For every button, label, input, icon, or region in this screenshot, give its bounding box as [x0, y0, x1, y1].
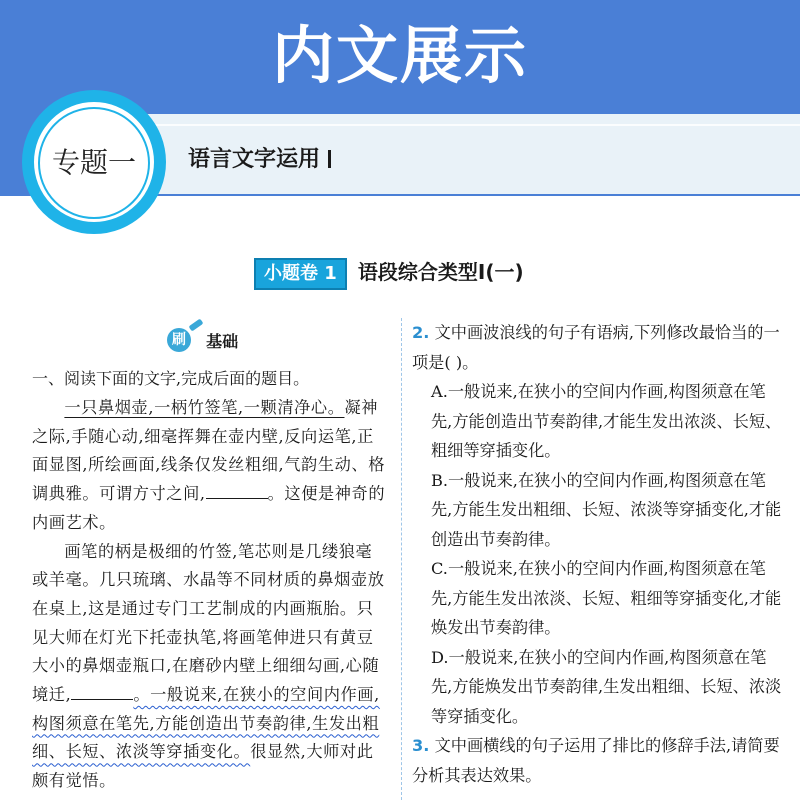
- reading-passage: [32, 394, 387, 796]
- passage-text: 很显然,大师对此颇有觉悟。: [32, 742, 374, 791]
- basic-heading: [167, 328, 238, 352]
- option-letter: C.: [431, 559, 448, 578]
- page-title: 内文展示: [271, 19, 528, 92]
- topic-name: [188, 142, 331, 173]
- option-letter: A.: [431, 382, 448, 401]
- passage-paragraph-2: [32, 538, 387, 796]
- passage-text: 画笔的柄是极细的竹签,笔芯则是几缕狼毫或羊毫。几只琉璃、水晶等不同材质的鼻烟壶放在桌上,这是通过专门工艺制成的内画瓶胎。只见大师在灯光下托壶执笔,将画笔伸进只有黄豆大小的鼻烟壶瓶口,在磨砂内壁上细细勾画,心随境迁,: [32, 541, 385, 705]
- column-divider: [401, 318, 402, 800]
- question-stem: 文中画波浪线的句子有语病,下列修改最恰当的一项是( )。: [412, 323, 780, 372]
- passage-text: 。这便是神奇的内画艺术。: [32, 484, 386, 532]
- topic-divider-line: [140, 124, 800, 126]
- question-number: 3.: [412, 736, 430, 755]
- fill-blank: [71, 685, 133, 700]
- option-text: 一般说来,在狭小的空间内作画,构图须意在笔先,方能创造出节奏韵律,才能生发出浓淡、长短、粗细等穿插变化。: [431, 382, 782, 460]
- option-c: [412, 554, 787, 643]
- passage-paragraph-1: [32, 394, 387, 538]
- option-text: 一般说来,在狭小的空间内作画,构图须意在笔先,方能生发出粗细、长短、浓淡等穿插变化,才能创造出节奏韵律。: [431, 470, 782, 549]
- question-stem: 文中画横线的句子运用了排比的修辞手法,请简要分析其表达效果。: [412, 736, 780, 785]
- questions-column: [412, 318, 787, 790]
- topic-label: 专题一: [51, 146, 136, 179]
- question-3: [412, 731, 787, 790]
- topic-bar-mark: [328, 150, 331, 168]
- passage-text: 凝神之际,手随心动,细毫挥舞在壶内壁,反向运笔,正面显图,所绘画面,线条仅发丝粗细,气韵生动、格调典雅。可谓方寸之间,: [32, 398, 385, 504]
- brush-icon: 刷: [167, 328, 191, 352]
- fill-blank: [206, 484, 268, 499]
- wavy-underlined-sentence: 。一般说来,在狭小的空间内作画,构图须意在笔先,方能创造出节奏韵律,生发出粗细、长短、浓淡等穿插变化。: [32, 685, 380, 762]
- topic-name-text: 语言文字运用: [188, 147, 321, 172]
- question-number: 2.: [412, 323, 430, 342]
- section-header: [254, 258, 524, 288]
- option-letter: D.: [431, 647, 449, 667]
- q1-prompt: 一、阅读下面的文字,完成后面的题目。: [32, 369, 310, 388]
- option-a: [412, 377, 787, 466]
- option-text: 一般说来,在狭小的空间内作画,构图须意在笔先,方能焕发出节奏韵律,生发出粗细、长短、浓淡等穿插变化。: [431, 647, 782, 726]
- section-tag: 小题卷 1: [254, 258, 347, 290]
- option-letter: B.: [431, 470, 449, 490]
- basic-label: 基础: [206, 331, 239, 351]
- question-2: [412, 318, 787, 377]
- option-b: [412, 466, 787, 555]
- underlined-sentence: 一只鼻烟壶,一柄竹签笔,一颗清净心。: [64, 398, 345, 417]
- section-title: 语段综合类型Ⅰ(一): [357, 260, 524, 284]
- option-d: [412, 643, 787, 732]
- option-text: 一般说来,在狭小的空间内作画,构图须意在笔先,方能生发出浓淡、长短、粗细等穿插变化,才能焕发出节奏韵律。: [431, 559, 782, 637]
